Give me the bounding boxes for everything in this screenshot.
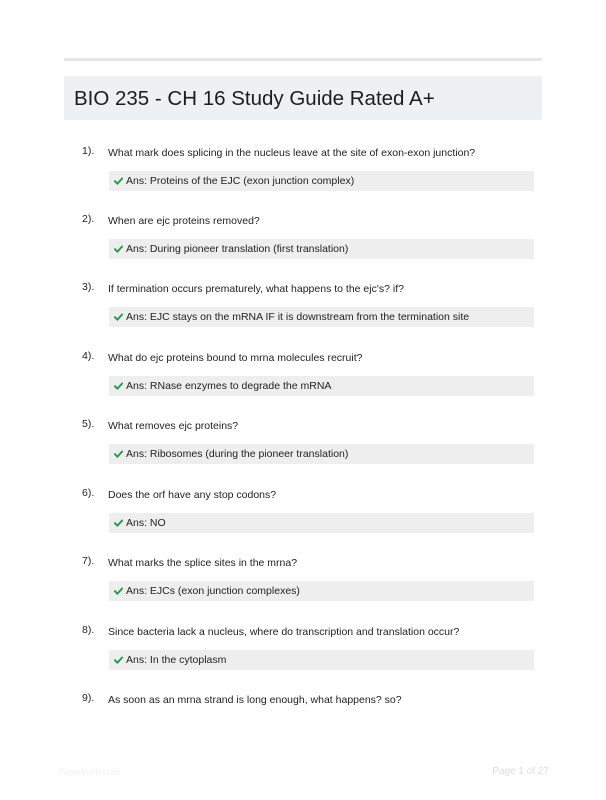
question-item <box>0 487 606 551</box>
question-item <box>0 213 606 277</box>
question-number: 3). <box>82 281 95 293</box>
page-indicator: Page 1 of 27 <box>492 766 549 777</box>
question-number: 6). <box>82 487 95 499</box>
question-item <box>0 281 606 345</box>
question-number: 4). <box>82 350 95 362</box>
question-number: 5). <box>82 418 95 430</box>
question-number: 7). <box>82 555 95 567</box>
check-icon <box>114 313 123 321</box>
question-item <box>0 418 606 482</box>
answer-box <box>109 307 534 327</box>
check-icon <box>114 245 123 253</box>
answer-box <box>109 376 534 396</box>
answer-text: Ans: EJC stays on the mRNA IF it is downstream from the termination site <box>126 310 470 323</box>
answer-text: Ans: Ribosomes (during the pioneer translation) <box>126 447 349 460</box>
question-number: 1). <box>82 145 95 157</box>
answer-text: Ans: During pioneer translation (first translation) <box>126 242 349 255</box>
question-text: When are ejc proteins removed? <box>108 215 260 227</box>
answer-box <box>109 650 534 670</box>
answer-text: Ans: NO <box>126 516 166 529</box>
footer-watermark: PaperWeb.com <box>58 767 120 777</box>
question-item <box>0 350 606 414</box>
answer-box <box>109 581 534 601</box>
question-text: Does the orf have any stop codons? <box>108 489 277 501</box>
check-icon <box>114 519 123 527</box>
check-icon <box>114 450 123 458</box>
question-text: As soon as an mrna strand is long enough, what happens? so? <box>108 694 402 706</box>
title-banner <box>64 76 542 120</box>
check-icon <box>114 382 123 390</box>
question-text: If termination occurs prematurely, what happens to the ejc's? if? <box>108 283 404 295</box>
question-item <box>0 145 606 209</box>
answer-text: Ans: EJCs (exon junction complexes) <box>126 584 300 597</box>
document-title: BIO 235 - CH 16 Study Guide Rated A+ <box>74 87 435 110</box>
question-item <box>0 555 606 619</box>
question-text: What do ejc proteins bound to mrna molecules recruit? <box>108 352 363 364</box>
answer-text: Ans: RNase enzymes to degrade the mRNA <box>126 379 332 392</box>
question-number: 8). <box>82 624 95 636</box>
answer-text: Ans: Proteins of the EJC (exon junction complex) <box>126 174 355 187</box>
answer-box <box>109 171 534 191</box>
question-text: Since bacteria lack a nucleus, where do transcription and translation occur? <box>108 626 460 638</box>
question-text: What marks the splice sites in the mrna? <box>108 557 298 569</box>
check-icon <box>114 177 123 185</box>
answer-text: Ans: In the cytoplasm <box>126 653 227 666</box>
answer-box <box>109 239 534 259</box>
question-number: 2). <box>82 213 95 225</box>
question-item <box>0 692 606 756</box>
check-icon <box>114 587 123 595</box>
answer-box <box>109 444 534 464</box>
question-text: What mark does splicing in the nucleus leave at the site of exon-exon junction? <box>108 147 476 159</box>
question-number: 9). <box>82 692 95 704</box>
top-divider <box>64 58 542 61</box>
answer-box <box>109 513 534 533</box>
question-item <box>0 624 606 688</box>
check-icon <box>114 656 123 664</box>
question-text: What removes ejc proteins? <box>108 420 239 432</box>
